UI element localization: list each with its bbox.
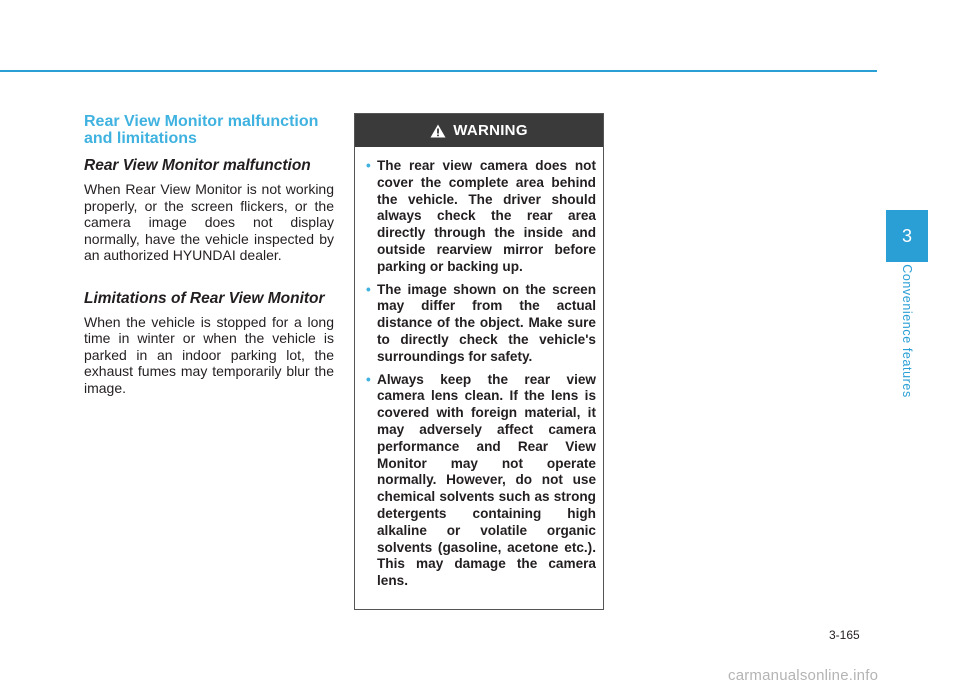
bullet-icon: • bbox=[366, 158, 371, 173]
warning-list bbox=[355, 147, 603, 590]
bullet-icon: • bbox=[366, 371, 371, 387]
limitations-body: When the vehicle is stopped for a long time in winter or when the vehicle is parked in an indoor parking lot, the exhaust fumes may temporarily blur the image. bbox=[84, 313, 334, 396]
warning-item bbox=[366, 158, 596, 276]
bullet-icon: • bbox=[366, 281, 371, 297]
watermark: carmanualsonline.info bbox=[728, 667, 879, 684]
warning-item bbox=[366, 371, 596, 590]
warning-item bbox=[366, 281, 596, 366]
chapter-tab bbox=[886, 210, 928, 262]
warning-header bbox=[355, 114, 603, 147]
section-title: Rear View Monitor malfunction and limitations bbox=[84, 113, 319, 147]
warning-item-text: The image shown on the screen may differ from the actual distance of the object. Make sure to directly check the vehicle's surroundings for safety. bbox=[377, 281, 596, 364]
page-number: 3-165 bbox=[829, 628, 860, 642]
warning-item-text: Always keep the rear view camera lens clean. If the lens is covered with foreign material, it may adversely affect camera performance and Rear View Monitor may not operate normally. However, do not use chemical solvents such as strong detergents containing high alkaline or volatile organic solvents (gasoline, acetone etc.). This may damage the camera lens. bbox=[377, 371, 596, 589]
chapter-label: Convenience features bbox=[900, 264, 914, 398]
warning-box bbox=[354, 113, 604, 610]
limitations-heading: Limitations of Rear View Monitor bbox=[84, 289, 325, 307]
main-column bbox=[84, 113, 334, 396]
warning-item-text: The rear view camera does not cover the complete area behind the vehicle. The driver should always check the rear area directly through the inside and outside rearview mirror before parking or backing up. bbox=[377, 158, 596, 274]
chapter-number: 3 bbox=[901, 225, 912, 246]
warning-triangle-icon bbox=[430, 124, 446, 138]
malfunction-heading: Rear View Monitor malfunction bbox=[84, 157, 311, 174]
warning-title: WARNING bbox=[453, 122, 528, 139]
malfunction-body: When Rear View Monitor is not working properly, or the screen flickers, or the camera image does not display normally, have the vehicle inspected by an authorized HYUNDAI dealer. bbox=[84, 181, 334, 263]
header-rule bbox=[0, 70, 877, 72]
